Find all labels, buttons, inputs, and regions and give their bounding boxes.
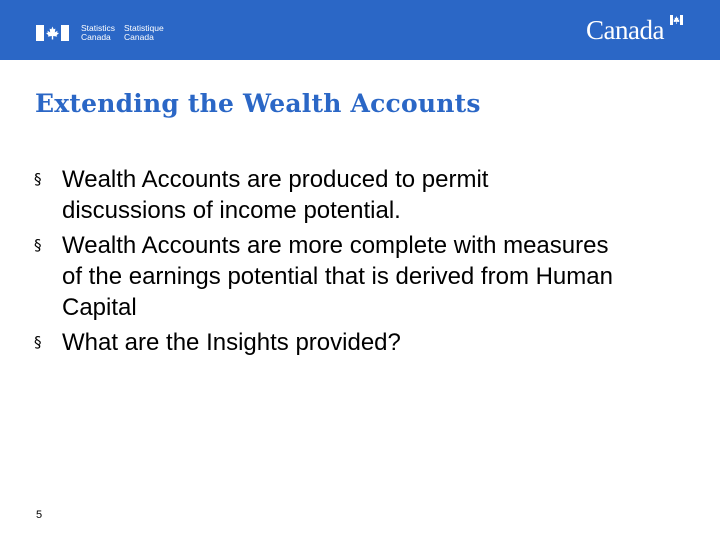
bullet-item	[34, 327, 614, 358]
header-banner	[0, 0, 720, 60]
bullet-item	[34, 164, 614, 226]
bullet-text: Wealth Accounts are more complete with measures of the earnings potential that is derived from Human Capital	[62, 232, 613, 321]
agency-en-line2: Canada	[81, 32, 111, 42]
bullet-marker-icon: §	[34, 236, 42, 254]
bullet-item	[34, 230, 614, 323]
bullet-marker-icon: §	[34, 333, 42, 351]
page-number: 5	[36, 509, 43, 521]
agency-name	[81, 24, 164, 43]
canada-wordmark	[586, 14, 664, 44]
statcan-logo	[36, 22, 164, 44]
wordmark-text: Canada	[586, 15, 664, 45]
bullet-marker-icon: §	[34, 170, 42, 188]
bullet-text: Wealth Accounts are produced to permit discussions of income potential.	[62, 166, 489, 224]
agency-name-french	[124, 24, 164, 43]
agency-en-line1: Statistics	[81, 22, 116, 33]
slide-title: Extending the Wealth Accounts	[35, 89, 481, 118]
canada-flag-icon	[36, 25, 69, 41]
canada-wordmark-flag-icon	[670, 15, 683, 25]
bullet-text: What are the Insights provided?	[62, 329, 401, 356]
agency-name-english	[81, 24, 115, 43]
bullet-list	[34, 164, 614, 362]
agency-fr-line1: Statistique	[124, 22, 164, 33]
agency-fr-line2: Canada	[124, 32, 154, 42]
